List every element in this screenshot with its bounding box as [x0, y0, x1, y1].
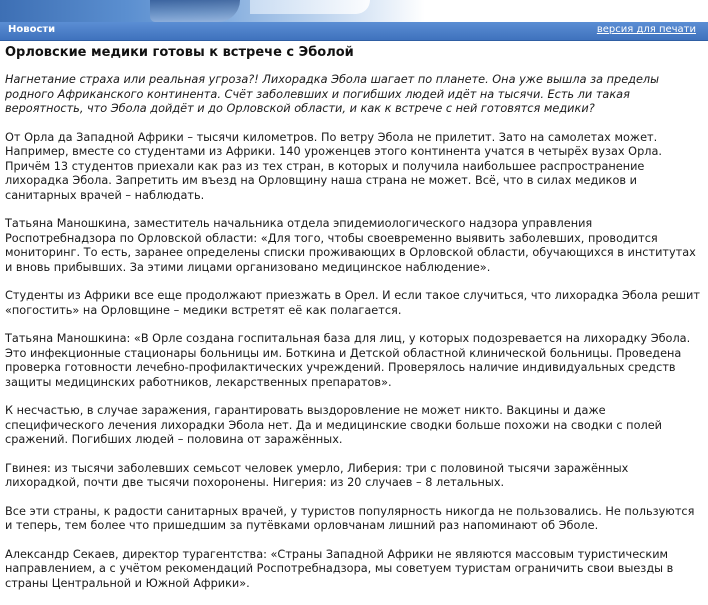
article-paragraph: Татьяна Маношкина: «В Орле создана госпитальная база для лиц, у которых подозревается на лихорадку Эбола. Это инфекционные стационары больницы им. Боткина и Детской областной клинической больницы. Проведена проверка готовности лечебно-профилактических учреждений. Проверялось наличие индивидуальных средств защиты медицинских работников, лекарственных препаратов». [5, 332, 691, 389]
article-paragraph: Гвинея: из тысячи заболевших семьсот человек умерло, Либерия: три с половиной тысячи заражённых лихорадкой, почти две тысячи похоронены. Нигерия: из 20 случаев – 8 летальных. [5, 461, 629, 489]
article [5, 45, 700, 605]
print-version-link[interactable]: версия для печати [596, 24, 696, 35]
article-paragraph: Студенты из Африки все еще продолжают приезжать в Орел. И если такое случиться, что лихорадка Эбола решит «погостить» на Орловщине – медики встретят её как полагается. [5, 289, 700, 317]
article-paragraph: Александр Секаев, директор турагентства: «Страны Западной Африки не являются массовым туристическим направлением, а с учётом рекомендаций Роспотребнадзора, мы советуем туристам ограничить свои выезды в страны Центральной и Южной Африки». [5, 547, 674, 590]
section-title: Новости [8, 24, 56, 35]
article-title: Орловские медики готовы к встрече с Эболой [5, 45, 354, 60]
article-paragraph: Татьяна Маношкина, заместитель начальника отдела эпидемиологического надзора управления Роспотребнадзора по Орловской области: «Для того, чтобы своевременно выявить заболевших, проводится мониторинг. То есть, заранее определены списки проживающих в Орловской области, обучающихся в институтах и вновь прибывших. За этими лицами организовано медицинское наблюдение». [5, 217, 696, 274]
banner-graphic [150, 0, 240, 22]
banner-graphic-highlight [250, 0, 370, 14]
article-paragraph: К несчастью, в случае заражения, гарантировать выздоровление не может никто. Вакцины и даже специфического лечения лихорадки Эбола нет. Да и медицинские сводки больше похожи на сводки с полей сражений. Погибших людей – половина от заражённых. [5, 404, 662, 446]
article-paragraph: От Орла да Западной Африки – тысячи километров. По ветру Эбола не прилетит. Зато на самолетах может. Например, вместе со студентами из Африки. 140 уроженцев этого континента учатся в четырёх вузах Орла. Причём 13 студентов приехали как раз из тех стран, в которых и получила наибольшее распространение лихорадка Эбола. Запретить им въезд на Орловщину наша страна не может. Всё, что в силах медиков и санитарных врачей – наблюдать. [5, 130, 662, 202]
section-bar [0, 22, 708, 41]
article-lead: Нагнетание страха или реальная угроза?! Лихорадка Эбола шагает по планете. Она уже вышла за пределы родного Африканского континента. Счёт заболевших и погибших людей идёт на тысячи. Есть ли такая вероятность, что Эбола дойдёт и до Орловской области, и как к встрече с ней готовятся медики? [5, 73, 660, 115]
header-banner [0, 0, 708, 22]
article-paragraph: Все эти страны, к радости санитарных врачей, у туристов популярность никогда не пользовались. Не пользуются и теперь, тем более что пришедшим за путёвками орловчанам лишний раз напоминают об Эболе. [5, 504, 695, 532]
